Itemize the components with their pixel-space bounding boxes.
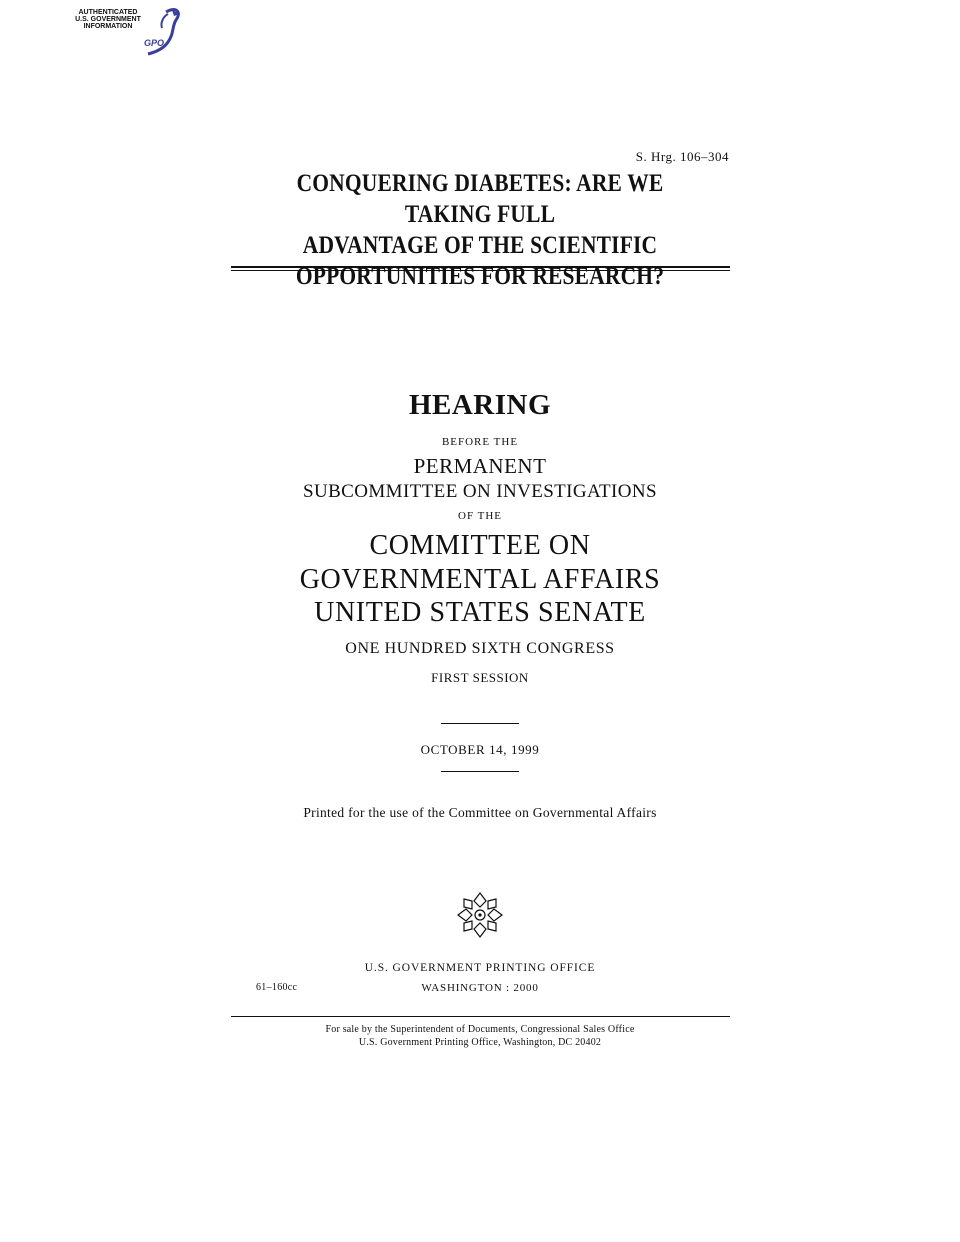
date-rule-top [441,723,519,724]
hearing-label: HEARING [408,389,552,421]
footer-rule [231,1016,730,1017]
of-the: OF THE [458,510,502,522]
hearing-date: OCTOBER 14, 1999 [420,742,540,757]
committee-line-3: UNITED STATES SENATE [314,597,646,628]
hearing-title [265,168,695,292]
sale-line-2: U.S. Government Printing Office, Washington, DC 20402 [358,1037,602,1048]
place-year: WASHINGTON : 2000 [421,982,539,994]
committee-line-2: GOVERNMENTAL AFFAIRS [299,564,661,595]
gpo-eagle-icon [68,4,184,58]
seal-text-line-3: INFORMATION [83,23,133,30]
title-line-3: OPPORTUNITIES FOR RESEARCH? [295,263,665,290]
subcommittee-line-1: PERMANENT [413,454,547,478]
before-the: BEFORE THE [441,436,519,448]
jacket-number: 61–160cc [256,982,298,993]
subcommittee-line-2: SUBCOMMITTEE ON INVESTIGATIONS [303,481,657,502]
sale-line-1: For sale by the Superintendent of Documents, Congressional Sales Office [325,1024,635,1035]
seal-text-line-1: AUTHENTICATED [78,9,138,16]
seal-text-line-2: U.S. GOVERNMENT [75,16,141,23]
date-rule-bottom [441,771,519,772]
hearing-number: S. Hrg. 106–304 [635,149,729,164]
printed-for: Printed for the use of the Committee on Governmental Affairs [303,805,657,820]
gpo-authenticated-seal [68,4,184,58]
session: FIRST SESSION [431,670,529,685]
title-line-2: ADVANTAGE OF THE SCIENTIFIC [302,232,658,259]
title-rule-thin [231,270,730,271]
title-rule-thick [231,266,730,268]
congress: ONE HUNDRED SIXTH CONGRESS [345,640,615,657]
committee-line-1: COMMITTEE ON [369,530,591,561]
seal-gpo-mark: GPO [143,38,165,48]
printing-office: U.S. GOVERNMENT PRINTING OFFICE [364,962,596,974]
title-line-1: CONQUERING DIABETES: ARE WE TAKING FULL [296,170,664,228]
printer-ornament-icon [452,889,508,941]
